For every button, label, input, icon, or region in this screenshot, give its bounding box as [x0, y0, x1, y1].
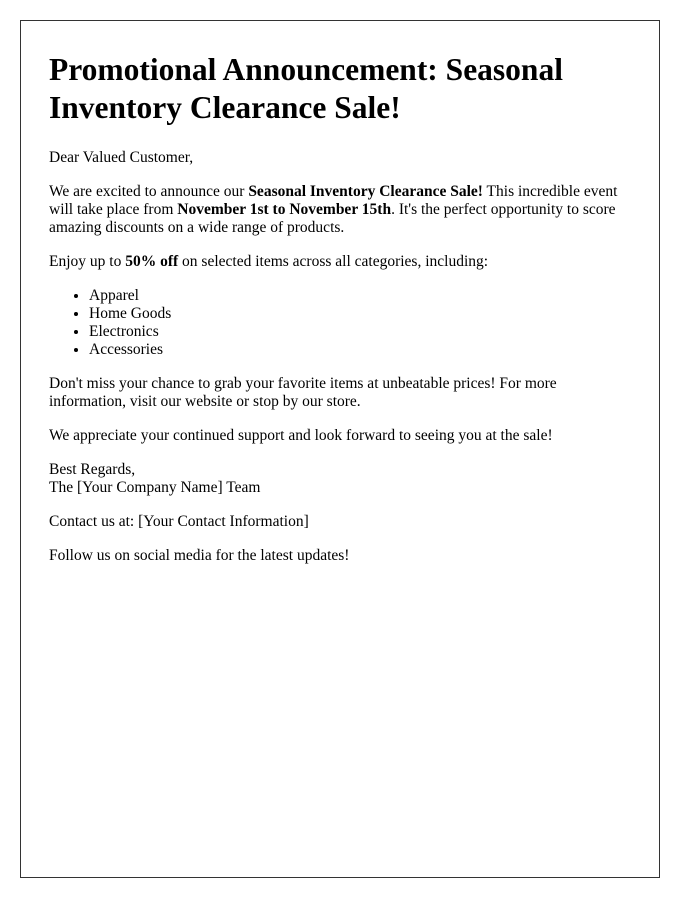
letter-content — [49, 51, 634, 581]
discount-text-1: Enjoy up to — [49, 253, 126, 270]
list-item: • Home Goods — [89, 305, 634, 323]
intro-paragraph — [49, 183, 634, 237]
sale-dates: November 1st to November 15th — [177, 201, 392, 218]
sale-name: Seasonal Inventory Clearance Sale! — [248, 183, 483, 200]
list-item: • Apparel — [89, 287, 634, 305]
letter-page — [20, 20, 660, 878]
list-item: • Electronics — [89, 323, 634, 341]
intro-text-2: This incredible event will take place from — [49, 183, 618, 218]
page-title: Promotional Announcement: Seasonal Inventory Clearance Sale! — [49, 52, 563, 125]
signoff-line-2: The [Your Company Name] Team — [49, 479, 261, 496]
cta-paragraph: Don't miss your chance to grab your favorite items at unbeatable prices! For more information, visit our website or stop by our store. — [49, 375, 557, 410]
category-list — [49, 287, 634, 359]
greeting: Dear Valued Customer, — [49, 149, 194, 166]
appreciation-paragraph: We appreciate your continued support and look forward to seeing you at the sale! — [49, 427, 553, 444]
discount-text-2: on selected items across all categories, including: — [178, 253, 489, 270]
social-line: Follow us on social media for the latest updates! — [49, 547, 350, 564]
discount-paragraph — [49, 253, 634, 271]
intro-text-3: . It's the perfect opportunity to score amazing discounts on a wide range of products. — [49, 201, 616, 236]
list-item: • Accessories — [89, 341, 634, 359]
discount-amount: 50% off — [125, 253, 179, 270]
contact-line: Contact us at: [Your Contact Information] — [49, 513, 309, 530]
intro-text-1: We are excited to announce our — [49, 183, 249, 200]
signoff — [49, 461, 634, 497]
signoff-line-1: Best Regards, — [49, 461, 136, 478]
